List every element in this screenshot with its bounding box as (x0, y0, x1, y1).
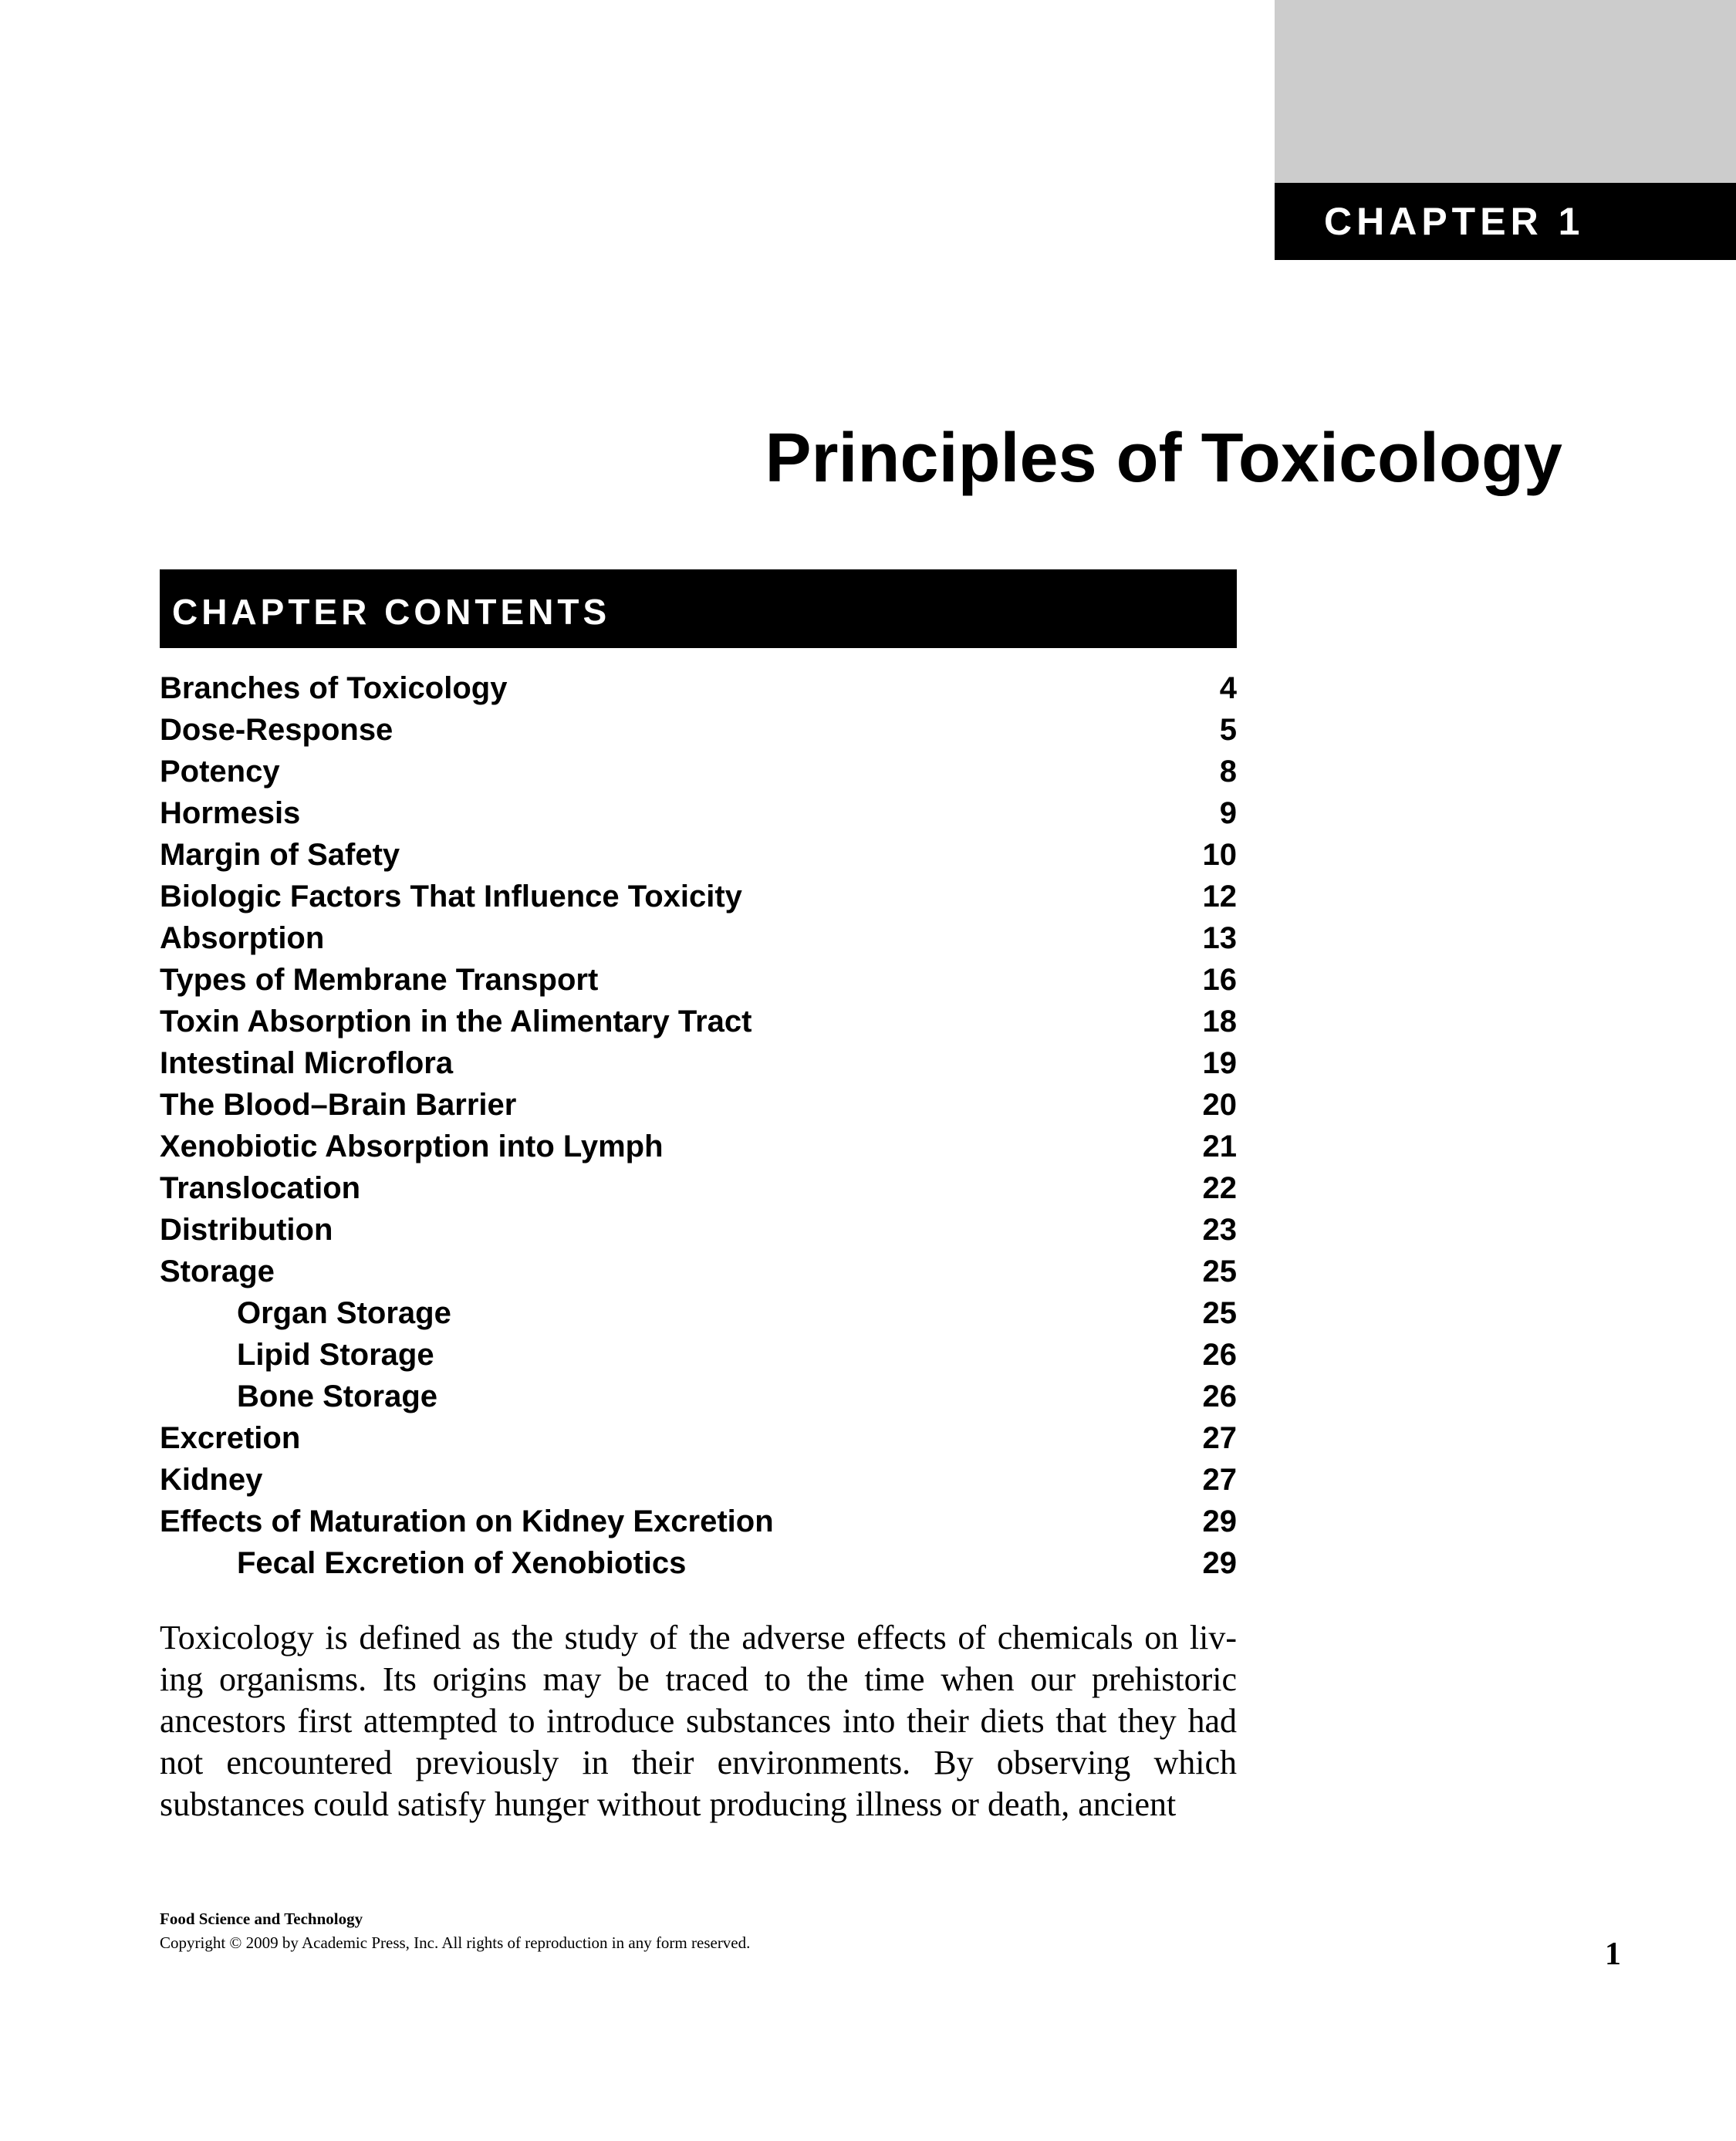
toc-entry-title: Translocation (160, 1171, 361, 1205)
toc-entry (160, 709, 1237, 751)
chapter-label: CHAPTER 1 (1275, 183, 1736, 260)
toc-entry (160, 1126, 1237, 1167)
toc-entry-page: 16 (1202, 963, 1237, 997)
toc-entry-page: 21 (1202, 1130, 1237, 1163)
table-of-contents (160, 667, 1237, 1584)
toc-entry-title: Kidney (160, 1463, 263, 1497)
toc-entry (160, 1334, 1237, 1376)
toc-entry-page: 5 (1219, 713, 1237, 747)
toc-entry-title: Distribution (160, 1213, 333, 1247)
toc-entry-title: Fecal Excretion of Xenobiotics (237, 1546, 687, 1580)
toc-entry (160, 1292, 1237, 1334)
footer (160, 1907, 750, 1955)
toc-entry (160, 1001, 1237, 1042)
footer-copyright: Copyright © 2009 by Academic Press, Inc. All rights of reproduction in any form reserved. (160, 1933, 751, 1952)
toc-entry (160, 834, 1237, 876)
toc-entry-page: 10 (1202, 838, 1237, 872)
toc-entry-page: 18 (1202, 1005, 1237, 1038)
toc-entry-page: 25 (1202, 1255, 1237, 1288)
toc-entry-title: Excretion (160, 1421, 301, 1455)
toc-entry (160, 1417, 1237, 1459)
toc-entry-title: Bone Storage (237, 1379, 438, 1413)
toc-entry-title: Storage (160, 1255, 275, 1288)
toc-entry-page: 27 (1202, 1463, 1237, 1497)
toc-entry-title: Biologic Factors That Influence Toxicity (160, 880, 742, 913)
toc-entry-page: 22 (1202, 1171, 1237, 1205)
toc-entry (160, 959, 1237, 1001)
toc-entry-page: 25 (1202, 1296, 1237, 1330)
toc-entry-title: Potency (160, 755, 280, 789)
toc-entry (160, 1501, 1237, 1542)
toc-entry (160, 1542, 1237, 1584)
footer-book-title: Food Science and Technology (160, 1910, 363, 1928)
toc-entry (160, 751, 1237, 792)
toc-entry-page: 4 (1219, 671, 1237, 705)
toc-entry (160, 792, 1237, 834)
toc-entry-title: The Blood–Brain Barrier (160, 1088, 517, 1122)
toc-entry-title: Lipid Storage (237, 1338, 434, 1372)
chapter-title: Principles of Toxicology (765, 420, 1562, 497)
toc-entry-page: 8 (1219, 755, 1237, 789)
toc-entry-page: 19 (1202, 1046, 1237, 1080)
toc-entry-page: 26 (1202, 1379, 1237, 1413)
toc-entry-page: 9 (1219, 796, 1237, 830)
toc-entry-page: 20 (1202, 1088, 1237, 1122)
chapter-contents-heading: CHAPTER CONTENTS (160, 569, 1237, 648)
toc-entry (160, 667, 1237, 709)
toc-entry (160, 1376, 1237, 1417)
toc-entry (160, 1459, 1237, 1501)
toc-entry (160, 1209, 1237, 1251)
toc-entry-title: Margin of Safety (160, 838, 400, 872)
toc-entry (160, 876, 1237, 917)
toc-entry (160, 1251, 1237, 1292)
toc-entry-title: Types of Membrane Transport (160, 963, 599, 997)
toc-entry-title: Intestinal Microflora (160, 1046, 454, 1080)
toc-entry-title: Toxin Absorption in the Alimentary Tract (160, 1005, 752, 1038)
page-number: 1 (1605, 1937, 1621, 1972)
toc-entry-page: 29 (1202, 1504, 1237, 1538)
toc-entry (160, 1167, 1237, 1209)
toc-entry (160, 917, 1237, 959)
body-paragraph: Toxicology is defined as the study of the adverse effects of chemicals on liv-ing organisms. Its origins may be traced to the time when our prehistoric ancestors first attempted to introduce substances into their diets that they had not encountered previously in their environments. By observing which substances could satisfy hunger without producing illness or death, ancient (160, 1619, 1237, 1823)
chapter-tab (1275, 0, 1736, 183)
toc-entry-page: 26 (1202, 1338, 1237, 1372)
toc-entry-title: Xenobiotic Absorption into Lymph (160, 1130, 664, 1163)
toc-entry-title: Organ Storage (237, 1296, 451, 1330)
toc-entry-title: Effects of Maturation on Kidney Excretion (160, 1504, 774, 1538)
toc-entry-title: Absorption (160, 921, 325, 955)
toc-entry-page: 27 (1202, 1421, 1237, 1455)
toc-entry-page: 23 (1202, 1213, 1237, 1247)
toc-entry-page: 29 (1202, 1546, 1237, 1580)
toc-entry-page: 13 (1202, 921, 1237, 955)
toc-entry-title: Dose-Response (160, 713, 393, 747)
toc-entry (160, 1084, 1237, 1126)
toc-entry (160, 1042, 1237, 1084)
toc-entry-title: Hormesis (160, 796, 301, 830)
toc-entry-title: Branches of Toxicology (160, 671, 508, 705)
toc-entry-page: 12 (1202, 880, 1237, 913)
